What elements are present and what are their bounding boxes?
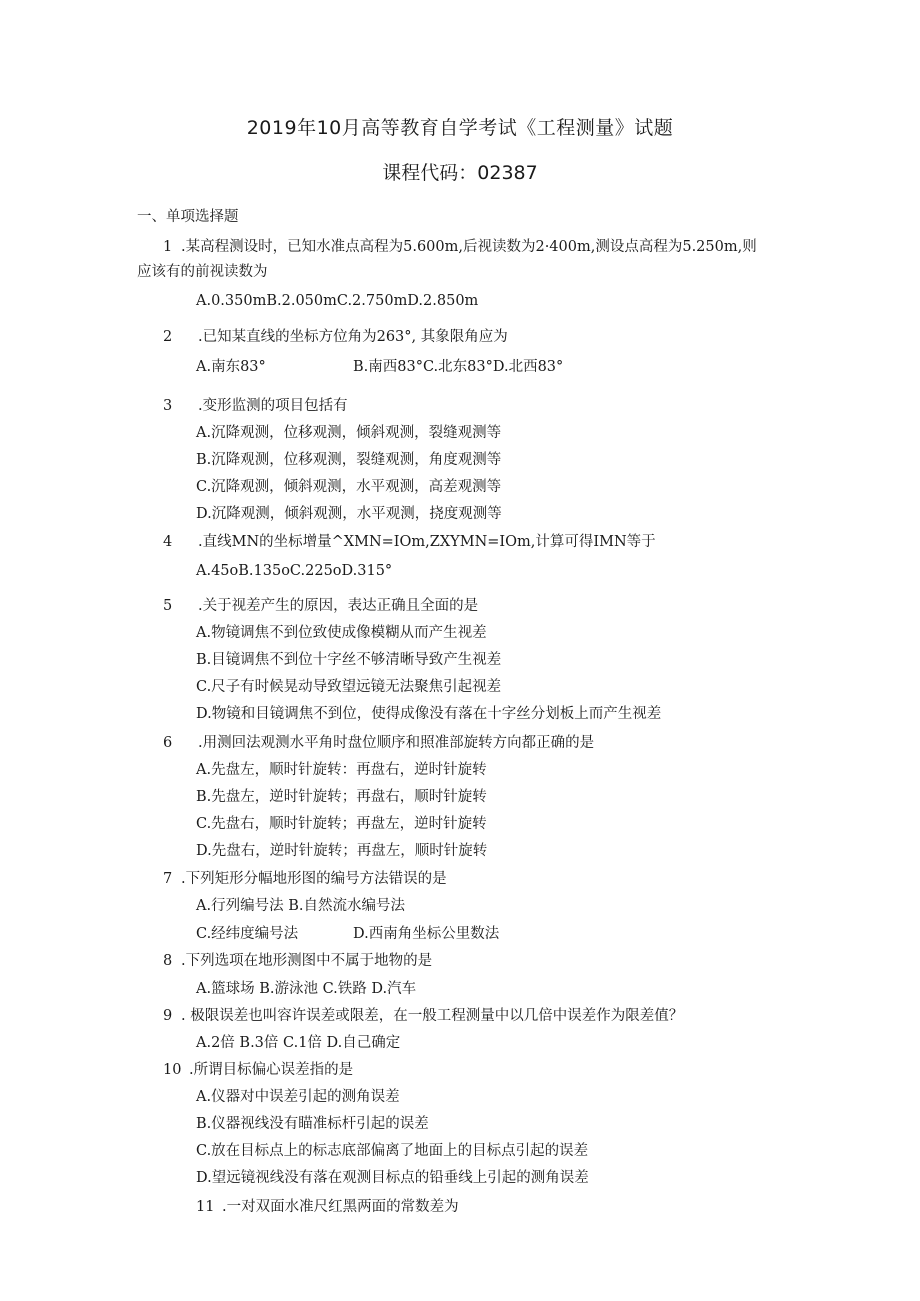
section-heading: 一、单项选择题	[137, 209, 239, 225]
course-code: 课程代码：02387	[382, 162, 538, 184]
question-number: 2	[163, 329, 173, 345]
option-b: B.仪器视线没有瞄准标杆引起的误差	[196, 1116, 429, 1132]
option-d: D.西南角坐标公里数法	[353, 926, 500, 942]
option-a: A.仪器对中误差引起的测角误差	[196, 1089, 400, 1105]
question-options: A.45oB.135oC.225oD.315°	[196, 563, 393, 579]
question-number: 6	[163, 735, 173, 751]
option-c: C.沉降观测，倾斜观测，水平观测，高差观测等	[196, 479, 502, 495]
question-options: A.2倍 B.3倍 C.1倍 D.自己确定	[196, 1035, 401, 1051]
question-number: 5	[163, 598, 173, 614]
question-options: A.0.350mB.2.050mC.2.750mD.2.850m	[196, 293, 479, 309]
question-stem: .某高程测设时，已知水准点高程为5.600m,后视读数为2·400m,测设点高程为5.250m,则	[181, 239, 757, 255]
question-stem: .关于视差产生的原因，表达正确且全面的是	[198, 598, 479, 614]
question-stem: .下列选项在地形测图中不属于地物的是	[181, 953, 433, 969]
question-stem: .一对双面水准尺红黑两面的常数差为	[222, 1199, 459, 1215]
question-stem: .下列矩形分幅地形图的编号方法错误的是	[181, 871, 447, 887]
option-b: B.沉降观测，位移观测，裂缝观测，角度观测等	[196, 452, 502, 468]
page-title: 2019年10月高等教育自学考试《工程测量》试题	[246, 117, 674, 139]
option-b: B.目镜调焦不到位十字丝不够清晰导致产生视差	[196, 652, 502, 668]
option-d: D.望远镜视线没有落在观测目标点的铅垂线上引起的测角误差	[196, 1170, 589, 1186]
question-number: 7	[163, 871, 173, 887]
question-stem-cont: 应该有的前视读数为	[137, 264, 268, 280]
option-b: B.先盘左，逆时针旋转；再盘右，顺时针旋转	[196, 789, 487, 805]
question-number: 3	[163, 398, 173, 414]
question-stem: .已知某直线的坐标方位角为263°, 其象限角应为	[198, 329, 508, 345]
question-number: 8	[163, 953, 173, 969]
option-a: A.物镜调焦不到位致使成像模糊从而产生视差	[196, 625, 487, 641]
option-a: A.南东83°	[196, 359, 266, 375]
option-c: C.经纬度编号法	[196, 926, 299, 942]
option-a: A.先盘左，顺时针旋转：再盘右，逆时针旋转	[196, 762, 487, 778]
question-number: 9	[163, 1008, 173, 1024]
question-number: 4	[163, 534, 173, 550]
option-c: C.放在目标点上的标志底部偏离了地面上的目标点引起的误差	[196, 1143, 589, 1159]
question-stem: . 极限误差也叫容许误差或限差，在一般工程测量中以几倍中误差作为限差值？	[181, 1008, 684, 1024]
question-stem: .直线MN的坐标增量^XMN=IOm,ZXYMN=IOm,计算可得IMN等于	[198, 534, 656, 550]
option-ab: A.行列编号法 B.自然流水编号法	[196, 898, 405, 914]
question-number: 11	[196, 1199, 215, 1215]
question-number: 10	[163, 1062, 182, 1078]
option-d: D.沉降观测，倾斜观测，水平观测，挠度观测等	[196, 506, 502, 522]
option-c: C.先盘右，顺时针旋转；再盘左，逆时针旋转	[196, 816, 487, 832]
option-a: A.沉降观测，位移观测，倾斜观测，裂缝观测等	[196, 425, 502, 441]
option-d: D.物镜和目镜调焦不到位，使得成像没有落在十字丝分划板上而产生视差	[196, 706, 662, 722]
option-bcd: B.南西83°C.北东83°D.北西83°	[353, 359, 564, 375]
question-stem: .用测回法观测水平角时盘位顺序和照准部旋转方向都正确的是	[198, 735, 595, 751]
question-stem: .所谓目标偏心误差指的是	[189, 1062, 354, 1078]
question-stem: .变形监测的项目包括有	[198, 398, 348, 414]
question-options: A.篮球场 B.游泳池 C.铁路 D.汽车	[196, 981, 417, 997]
option-c: C.尺子有时候晃动导致望远镜无法聚焦引起视差	[196, 679, 502, 695]
question-number: 1	[163, 239, 173, 255]
option-d: D.先盘右，逆时针旋转；再盘左，顺时针旋转	[196, 843, 488, 859]
